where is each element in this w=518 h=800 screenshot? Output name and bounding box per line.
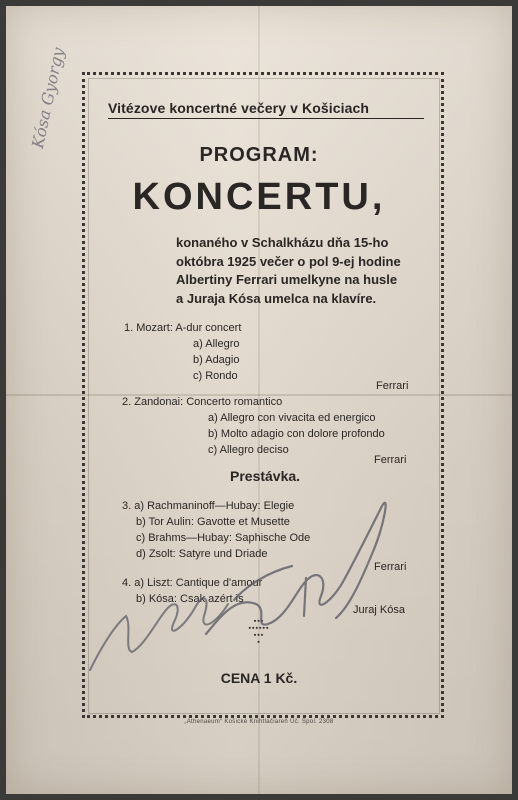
movement-2a: a) Allegro con vivacita ed energico	[208, 412, 376, 424]
program-item-4a: 4. a) Liszt: Cantique d'amour	[122, 577, 263, 589]
program-item-1: 1. Mozart: A-dur concert	[124, 322, 242, 334]
performer-3: Ferrari	[374, 561, 407, 573]
header-underline	[108, 118, 424, 119]
movement-1c: c) Rondo	[193, 370, 238, 382]
ornament-divider: ▪▪▪ ▪▪▪▪▪▪ ▪▪▪ ▪	[248, 618, 270, 646]
movement-1a: a) Allegro	[193, 338, 240, 350]
program-title: PROGRAM:	[199, 144, 319, 166]
intro-line-1: konaného v Schalkházu dňa 15-ho	[176, 235, 389, 250]
intro-line-4: a Juraja Kósa umelca na klavíre.	[176, 290, 377, 306]
ticket-price: CENA 1 Kč.	[220, 670, 298, 686]
program-item-3c: c) Brahms—Hubay: Saphische Ode	[136, 532, 311, 544]
performer-1: Ferrari	[376, 380, 409, 392]
intermission-heading: Prestávka.	[230, 468, 301, 484]
program-item-4b: b) Kósa: Csak azért is	[136, 593, 244, 605]
program-item-3b: b) Tor Aulin: Gavotte et Musette	[136, 516, 290, 528]
performer-2: Ferrari	[374, 454, 407, 466]
program-item-3a: 3. a) Rachmaninoff—Hubay: Elegie	[122, 500, 295, 512]
series-header: Vitézove koncertné večery v Košiciach	[108, 100, 370, 116]
program-item-3d: d) Zsolt: Satyre und Driade	[136, 548, 268, 560]
printer-imprint: „Athenaeum“ Košické Knihtlačiareň Úč. Spol. 2308	[184, 719, 334, 725]
performer-4: Juraj Kósa	[353, 604, 405, 616]
intro-line-2: októbra 1925 večer o pol 9-ej hodine	[176, 253, 401, 269]
movement-1b: b) Adagio	[193, 354, 240, 366]
movement-2c: c) Allegro deciso	[208, 444, 289, 456]
program-item-2: 2. Zandonai: Concerto romantico	[122, 396, 283, 408]
handwritten-margin-note: Kósa Gyorgy	[28, 45, 68, 150]
movement-2b: b) Molto adagio con dolore profondo	[208, 428, 385, 440]
concert-program-sheet	[6, 6, 512, 794]
concert-title: KONCERTU,	[132, 176, 386, 218]
intro-line-3: Albertiny Ferrari umelkyne na husle	[176, 272, 398, 287]
